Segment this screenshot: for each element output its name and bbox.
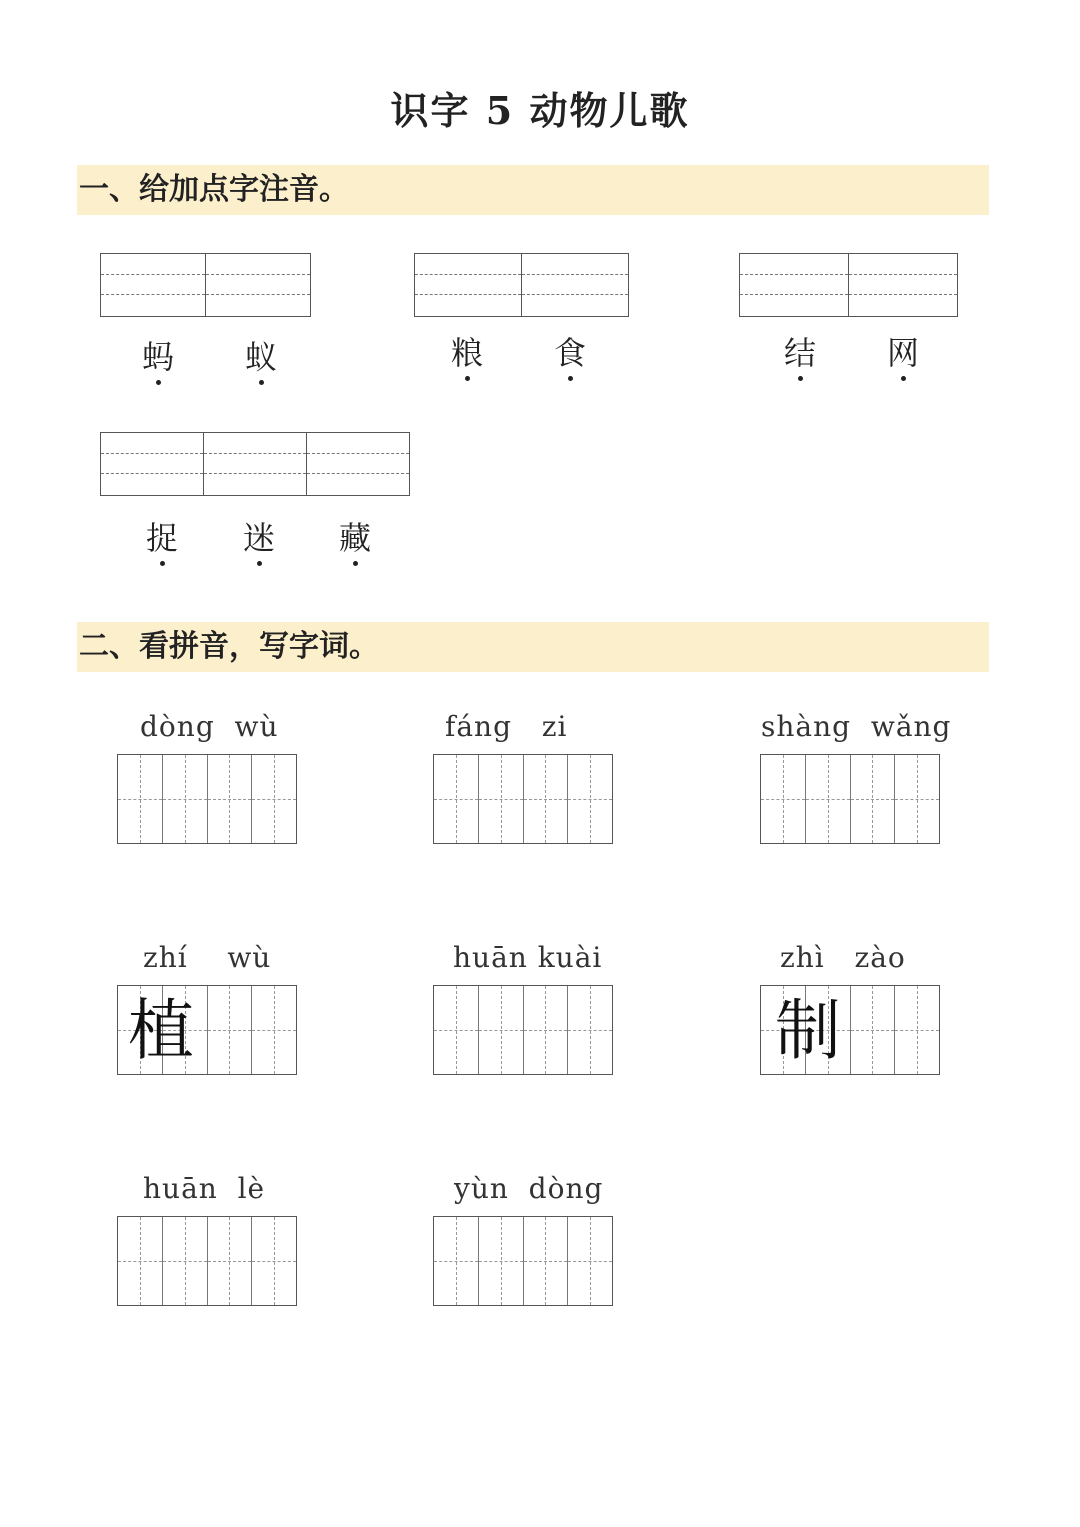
writing-grid-4[interactable]: [117, 985, 297, 1075]
grid-cell[interactable]: [434, 1217, 478, 1305]
dotted-char: 粮: [437, 333, 497, 373]
pinyin-cell[interactable]: [848, 254, 957, 316]
pinyin-cell[interactable]: [203, 433, 306, 495]
grid-cell[interactable]: [251, 986, 296, 1074]
page-title: 识字 5 动物儿歌: [390, 88, 690, 133]
dotted-char: 迷: [229, 518, 289, 558]
pinyin-prompt: huān lè: [143, 1172, 266, 1205]
writing-grid-7[interactable]: [117, 1216, 297, 1306]
grid-cell[interactable]: [805, 755, 850, 843]
grid-cell[interactable]: [850, 986, 895, 1074]
pinyin-cell[interactable]: [740, 254, 848, 316]
section-2-heading: 二、看拼音，写字词。: [77, 622, 989, 672]
grid-cell[interactable]: [478, 986, 523, 1074]
prefilled-char: 植: [128, 992, 194, 1069]
grid-cell[interactable]: [478, 755, 523, 843]
pinyin-cell[interactable]: [101, 433, 203, 495]
pinyin-cell[interactable]: [205, 254, 310, 316]
pinyin-answer-box-1[interactable]: [100, 253, 311, 317]
writing-grid-6[interactable]: [760, 985, 940, 1075]
grid-cell[interactable]: [567, 1217, 612, 1305]
dotted-char: 蚁: [231, 337, 291, 377]
grid-cell[interactable]: [162, 1217, 207, 1305]
grid-cell[interactable]: [118, 1217, 162, 1305]
pinyin-prompt: fáng zi: [445, 710, 568, 743]
writing-grid-5[interactable]: [433, 985, 613, 1075]
grid-cell[interactable]: [523, 986, 568, 1074]
dotted-char: 食: [540, 333, 600, 373]
pinyin-prompt: yùn dòng: [454, 1172, 604, 1205]
prefilled-char: 制: [775, 992, 841, 1069]
writing-grid-2[interactable]: [433, 754, 613, 844]
pinyin-answer-box-3[interactable]: [739, 253, 958, 317]
dotted-char: 结: [770, 333, 830, 373]
pinyin-prompt: zhì zào: [780, 941, 906, 974]
grid-cell[interactable]: [434, 755, 478, 843]
pinyin-answer-box-2[interactable]: [414, 253, 629, 317]
grid-cell[interactable]: [162, 755, 207, 843]
dotted-char: 藏: [325, 518, 385, 558]
dotted-char: 网: [873, 333, 933, 373]
pinyin-answer-box-4[interactable]: [100, 432, 410, 496]
pinyin-cell[interactable]: [306, 433, 409, 495]
grid-cell[interactable]: [523, 755, 568, 843]
grid-cell[interactable]: [251, 755, 296, 843]
grid-cell[interactable]: [567, 986, 612, 1074]
grid-cell[interactable]: [894, 986, 939, 1074]
grid-cell[interactable]: [478, 1217, 523, 1305]
pinyin-cell[interactable]: [101, 254, 205, 316]
pinyin-prompt: dòng wù: [140, 710, 279, 743]
pinyin-cell[interactable]: [415, 254, 521, 316]
grid-cell[interactable]: [207, 986, 252, 1074]
writing-grid-3[interactable]: [760, 754, 940, 844]
grid-cell[interactable]: [251, 1217, 296, 1305]
grid-cell[interactable]: [118, 755, 162, 843]
writing-grid-8[interactable]: [433, 1216, 613, 1306]
pinyin-prompt: zhí wù: [143, 941, 272, 974]
pinyin-cell[interactable]: [521, 254, 628, 316]
pinyin-prompt: huān kuài: [453, 941, 603, 974]
dotted-char: 捉: [132, 518, 192, 558]
grid-cell[interactable]: [434, 986, 478, 1074]
dotted-char: 蚂: [128, 337, 188, 377]
grid-cell[interactable]: [207, 755, 252, 843]
grid-cell[interactable]: [523, 1217, 568, 1305]
grid-cell[interactable]: [207, 1217, 252, 1305]
pinyin-prompt: shàng wǎng: [761, 710, 952, 743]
writing-grid-1[interactable]: [117, 754, 297, 844]
grid-cell[interactable]: [894, 755, 939, 843]
grid-cell[interactable]: [850, 755, 895, 843]
section-1-heading: 一、给加点字注音。: [77, 165, 989, 215]
grid-cell[interactable]: [761, 755, 805, 843]
grid-cell[interactable]: [567, 755, 612, 843]
